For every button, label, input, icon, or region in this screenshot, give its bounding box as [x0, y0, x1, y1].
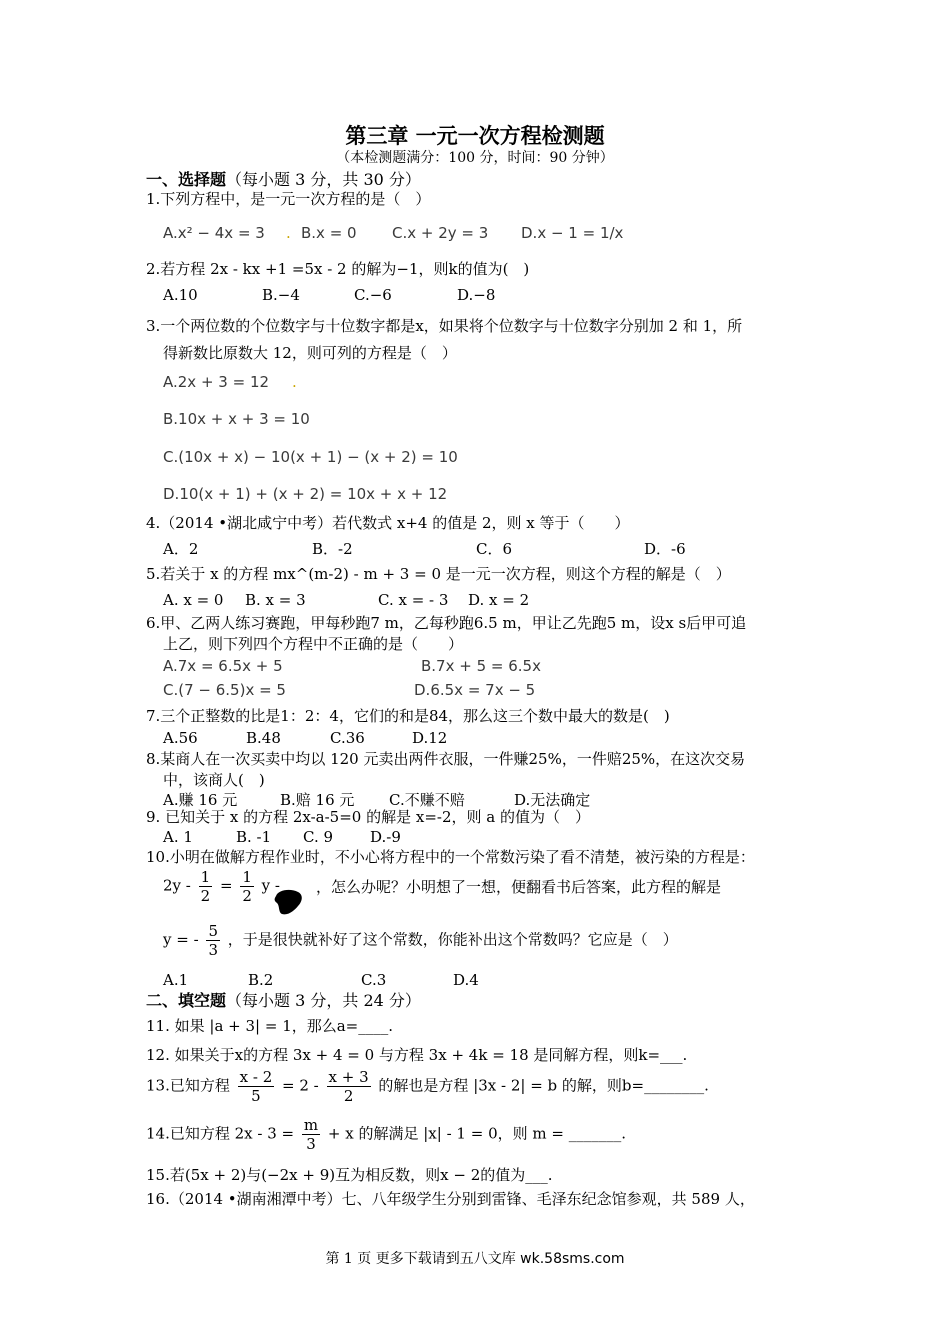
q7-option-b: B.48 — [246, 729, 281, 747]
q3-option-a: A.2x + 3 = 12 — [163, 373, 270, 391]
q9-option-b: B. -1 — [236, 828, 272, 846]
q2-option-d: D.−8 — [457, 286, 496, 304]
q5-option-d: D. x = 2 — [468, 591, 530, 609]
q9-option-a: A. 1 — [163, 828, 193, 846]
question-13 — [146, 1068, 709, 1105]
q6-option-b: B.7x + 5 = 6.5x — [421, 657, 541, 675]
question-10-stem-line2: ，怎么办呢？小明想了一想，便翻看书后答案，此方程的解是 — [316, 878, 722, 896]
fraction-numerator: x - 2 — [239, 1068, 273, 1086]
q6-option-c: C.(7 − 6.5)x = 5 — [163, 681, 286, 699]
fraction-numerator: x + 3 — [328, 1068, 369, 1086]
fraction-denominator: 5 — [251, 1087, 261, 1105]
solution-left: y = - — [163, 930, 199, 949]
q10-solution — [163, 922, 678, 959]
equation-left: 2y - — [163, 876, 191, 895]
question-6-stem-line2: 上乙，则下列四个方程中不正确的是（ ） — [163, 635, 464, 653]
section-fill-heading — [146, 988, 421, 1011]
q4-option-a: A．2 — [163, 540, 199, 558]
question-16: 16.（2014 •湖南湘潭中考）七、八年级学生分别到雷锋、毛泽东纪念馆参观，共 589 人， — [146, 1190, 755, 1208]
q2-option-a: A.10 — [163, 286, 198, 304]
fraction-denominator: 2 — [242, 887, 252, 905]
fraction — [240, 868, 254, 905]
question-15: 15.若(5x + 2)与(−2x + 9)互为相反数，则x − 2的值为___. — [146, 1166, 553, 1184]
q8-option-a: A.赚 16 元 — [163, 791, 238, 809]
q1-option-b: B.x = 0 — [301, 224, 357, 242]
question-2-stem: 2.若方程 2x - kx +1 =5x - 2 的解为−1，则k的值为( ) — [146, 260, 530, 278]
section-label: 一、选择题 — [146, 170, 227, 189]
question-10-stem-line1: 10.小明在做解方程作业时，不小心将方程中的一个常数污染了看不清楚，被污染的方程是： — [146, 848, 755, 866]
fraction-numerator: 1 — [200, 868, 211, 886]
section-note: （每小题 3 分，共 24 分） — [226, 991, 421, 1010]
fraction — [327, 1068, 371, 1105]
q7-option-a: A.56 — [163, 729, 198, 747]
q13-suffix: 的解也是方程 |3x - 2| = b 的解，则b=________. — [378, 1076, 709, 1095]
section-choice-heading — [146, 167, 421, 190]
ink-blot-icon — [272, 886, 304, 918]
q7-option-c: C.36 — [330, 729, 365, 747]
question-5-stem: 5.若关于 x 的方程 mx^(m-2) - m + 3 = 0 是一元一次方程，则这个方程的解是（ ） — [146, 565, 731, 583]
section-label: 二、填空题 — [146, 991, 227, 1010]
q2-option-c: C.−6 — [354, 286, 392, 304]
section-note: （每小题 3 分，共 30 分） — [226, 170, 421, 189]
fraction — [206, 922, 220, 959]
q1-option-a: A.x² − 4x = 3 — [163, 224, 265, 242]
q1-option-c: C.x + 2y = 3 — [392, 224, 489, 242]
fraction — [302, 1116, 320, 1153]
q10-option-a: A.1 — [163, 971, 189, 989]
question-8-stem-line1: 8.某商人在一次买卖中均以 120 元卖出两件衣服，一件赚25%，一件赔25%，在这次交易 — [146, 750, 746, 768]
q13-prefix: 13.已知方程 — [146, 1076, 230, 1095]
q6-option-d: D.6.5x = 7x − 5 — [414, 681, 536, 699]
q6-option-a: A.7x = 6.5x + 5 — [163, 657, 283, 675]
q1-option-d: D.x − 1 = 1/x — [521, 224, 624, 242]
question-4-stem: 4.（2014 •湖北咸宁中考）若代数式 x+4 的值是 2，则 x 等于（ ） — [146, 514, 630, 532]
q9-option-c: C. 9 — [303, 828, 334, 846]
q10-polluted-equation — [163, 868, 280, 905]
fraction-numerator: 1 — [242, 868, 252, 886]
fraction-denominator: 3 — [306, 1135, 316, 1153]
fraction-numerator: m — [303, 1116, 319, 1134]
footer-site-link[interactable]: wk.58sms.com — [520, 1251, 625, 1267]
q4-option-d: D．-6 — [644, 540, 686, 558]
q8-option-c: C.不赚不赔 — [389, 791, 465, 809]
q13-middle: = 2 - — [282, 1076, 319, 1095]
question-1-stem: 1.下列方程中，是一元一次方程的是（ ） — [146, 190, 431, 208]
q7-option-d: D.12 — [412, 729, 448, 747]
fraction — [199, 868, 213, 905]
q8-option-d: D.无法确定 — [514, 791, 591, 809]
q5-option-a: A. x = 0 — [163, 591, 224, 609]
question-9-stem: 9. 已知关于 x 的方程 2x-a-5=0 的解是 x=-2，则 a 的值为（ ） — [146, 808, 590, 826]
q4-option-b: B．-2 — [312, 540, 353, 558]
q5-option-b: B. x = 3 — [245, 591, 306, 609]
question-12: 12. 如果关于x的方程 3x + 4 = 0 与方程 3x + 4k = 18 是同解方程，则k=___. — [146, 1046, 688, 1064]
fraction-denominator: 2 — [343, 1087, 354, 1105]
question-3-stem-line2: 得新数比原数大 12，则可列的方程是（ ） — [163, 344, 457, 362]
fraction-denominator: 3 — [208, 941, 218, 959]
q3-option-b: B.10x + x + 3 = 10 — [163, 410, 310, 428]
question-11: 11. 如果 |a + 3| = 1，那么a=____. — [146, 1017, 394, 1035]
question-8-stem-line2: 中，该商人( ) — [163, 771, 265, 789]
fraction-denominator: 2 — [200, 887, 211, 905]
footer-text: 第 1 页 更多下载请到五八文库 — [325, 1251, 521, 1267]
stray-dot: . — [286, 224, 291, 242]
question-14 — [146, 1116, 626, 1153]
q10-option-d: D.4 — [453, 971, 479, 989]
q9-option-d: D.-9 — [370, 828, 401, 846]
stray-dot: . — [292, 373, 297, 391]
fraction-numerator: 5 — [208, 922, 218, 940]
q5-option-c: C. x = - 3 — [378, 591, 449, 609]
question-7-stem: 7.三个正整数的比是1：2：4，它们的和是84，那么这三个数中最大的数是( ) — [146, 707, 670, 725]
q3-option-d: D.10(x + 1) + (x + 2) = 10x + x + 12 — [163, 485, 448, 503]
q10-option-b: B.2 — [248, 971, 274, 989]
question-10-stem-line3: ，于是很快就补好了这个常数，你能补出这个常数吗？它应是（ ） — [227, 930, 678, 949]
q14-suffix: + x 的解满足 |x| - 1 = 0，则 m = _______. — [327, 1124, 626, 1143]
q8-option-b: B.赔 16 元 — [280, 791, 355, 809]
fraction — [238, 1068, 275, 1105]
question-3-stem-line1: 3.一个两位数的个位数字与十位数字都是x，如果将个位数字与十位数字分别加 2 和 1，所 — [146, 317, 743, 335]
page-title: 第三章 一元一次方程检测题 — [345, 123, 605, 148]
q2-option-b: B.−4 — [262, 286, 300, 304]
q3-option-c: C.(10x + x) − 10(x + 1) − (x + 2) = 10 — [163, 448, 458, 466]
question-6-stem-line1: 6.甲、乙两人练习赛跑，甲每秒跑7 m，乙每秒跑6.5 m，甲让乙先跑5 m，设x s后甲可追 — [146, 614, 747, 632]
q4-option-c: C．6 — [476, 540, 513, 558]
page-subtitle: （本检测题满分：100 分，时间：90 分钟） — [336, 150, 614, 166]
page-footer — [0, 1248, 950, 1268]
equation-right: y - — [261, 876, 280, 895]
q14-prefix: 14.已知方程 2x - 3 = — [146, 1124, 295, 1143]
q10-option-c: C.3 — [361, 971, 387, 989]
equals-sign: = — [219, 876, 233, 895]
